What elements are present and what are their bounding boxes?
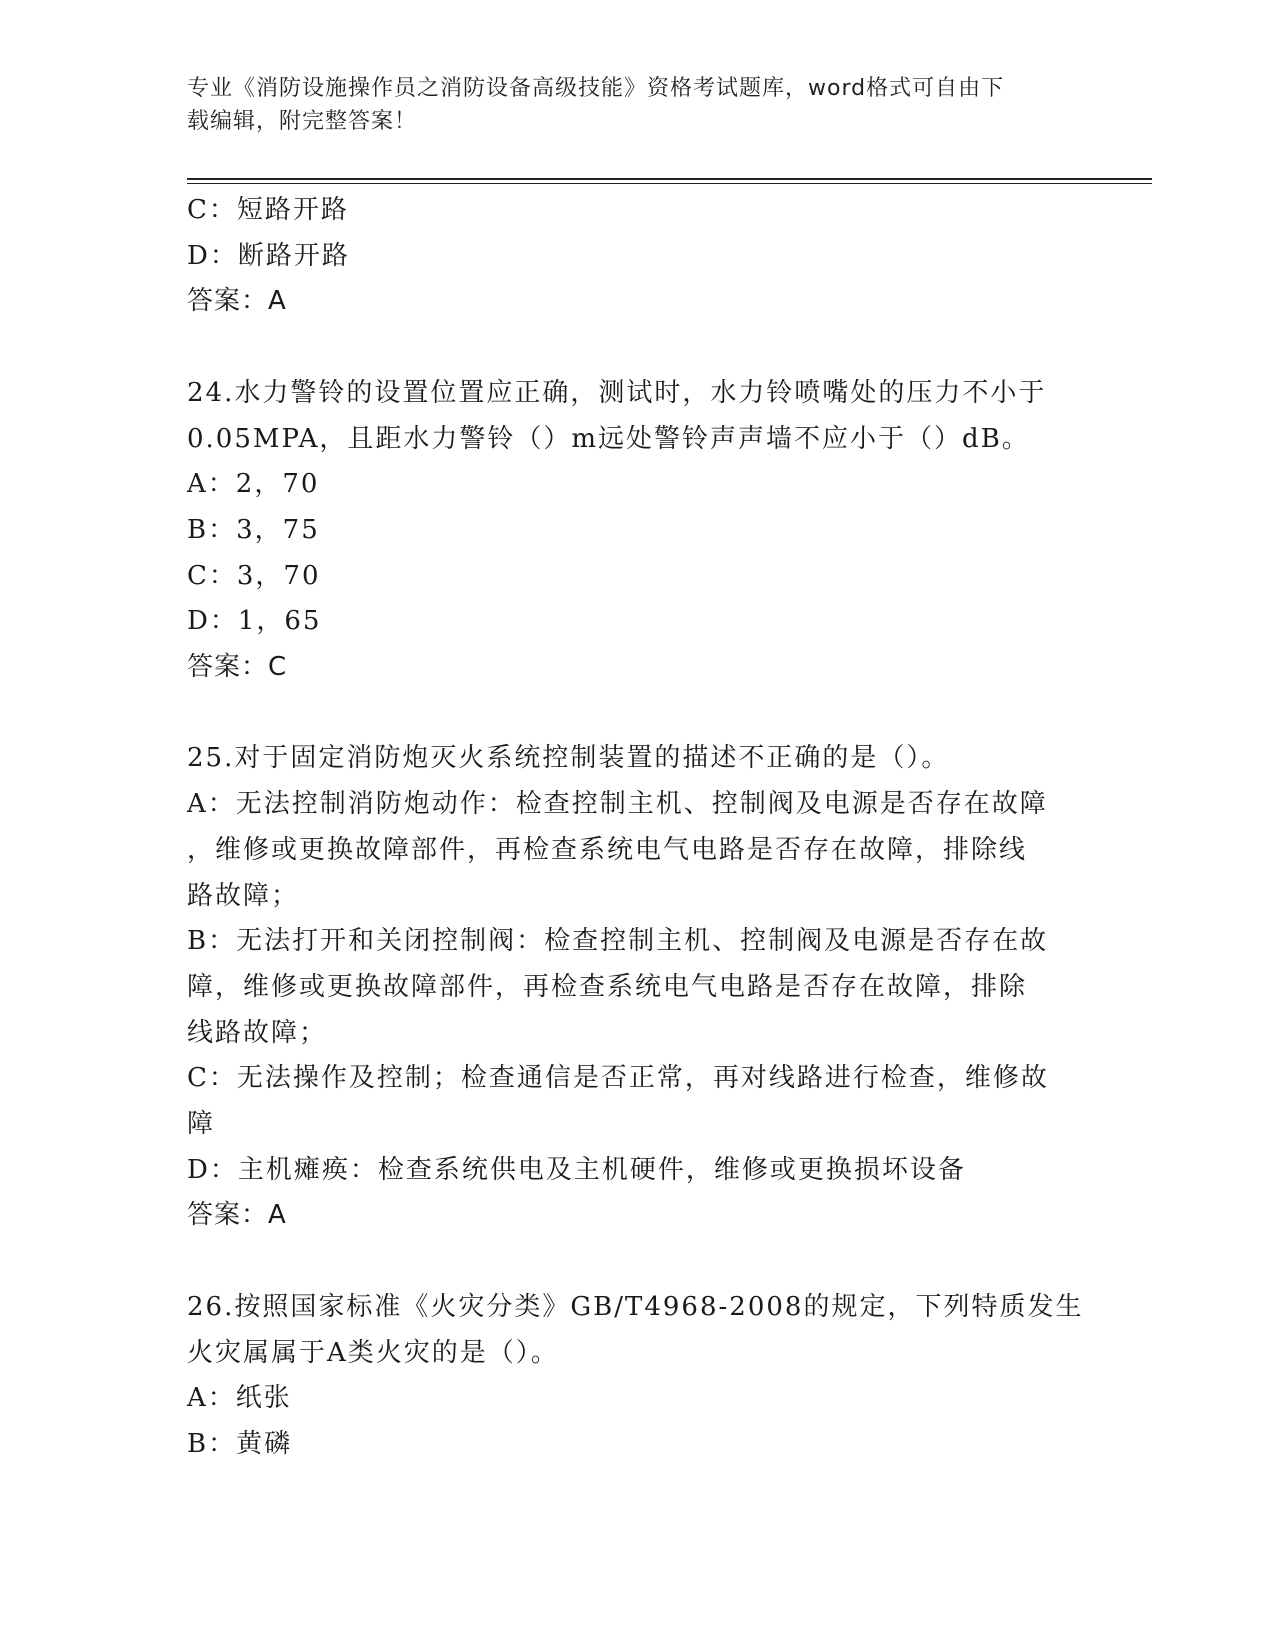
option-a-cont: ，维修或更换故障部件，再检查系统电气电路是否存在故障，排除线 [187, 834, 1028, 865]
option-c-cont: 障 [187, 1109, 216, 1140]
option-a: A：2，70 [187, 469, 320, 500]
question-text: 26.按照国家标准《火灾分类》GB/T4968-2008的规定，下列特质发生 [187, 1291, 1084, 1322]
answer: 答案：C [187, 652, 288, 683]
spacer [187, 325, 1077, 371]
option-c: C：无法操作及控制；检查通信是否正常，再对线路进行检查，维修故 [187, 1063, 1049, 1094]
header-line-1: 专业《消防设施操作员之消防设备高级技能》资格考试题库，word格式可自由下 [187, 76, 1005, 101]
question-content [187, 188, 1084, 1468]
answer: 答案：A [187, 1200, 287, 1231]
option-c: C：3，70 [187, 560, 321, 591]
option-b-cont: 线路故障； [187, 1017, 328, 1048]
option-a: A：纸张 [187, 1383, 292, 1414]
option-d: D：断路开路 [187, 240, 350, 271]
header-line-2: 载编辑，附完整答案！ [187, 109, 418, 134]
question-26 [187, 1285, 1084, 1468]
spacer [187, 1239, 1077, 1285]
question-text: 0.05MPA，且距水力警铃（）m远处警铃声声墙不应小于（）dB。 [187, 423, 1030, 454]
option-a-cont: 路故障； [187, 880, 300, 911]
spacer [187, 691, 1077, 737]
option-b: B：无法打开和关闭控制阀：检查控制主机、控制阀及电源是否存在故 [187, 926, 1049, 957]
question-text: 25.对于固定消防炮灭火系统控制装置的描述不正确的是（）。 [187, 743, 950, 774]
option-d: D：1，65 [187, 606, 322, 637]
answer: 答案：A [187, 286, 287, 317]
document-header [187, 72, 1067, 138]
header-divider-thick [187, 178, 1152, 180]
header-divider-thin [187, 183, 1152, 184]
option-b: B：黄磷 [187, 1428, 293, 1459]
option-b: B：3，75 [187, 514, 320, 545]
question-text: 火灾属属于A类火灾的是（）。 [187, 1337, 559, 1368]
question-25 [187, 736, 1077, 1239]
previous-question-tail [187, 188, 1077, 325]
option-a: A：无法控制消防炮动作：检查控制主机、控制阀及电源是否存在故障 [187, 789, 1048, 820]
question-24 [187, 371, 1077, 691]
option-c: C：短路开路 [187, 195, 349, 225]
option-d: D：主机瘫痪：检查系统供电及主机硬件，维修或更换损坏设备 [187, 1154, 966, 1185]
option-b-cont: 障，维修或更换故障部件，再检查系统电气电路是否存在故障，排除 [187, 971, 1028, 1002]
question-text: 24.水力警铃的设置位置应正确，测试时，水力铃喷嘴处的压力不小于 [187, 377, 1047, 408]
